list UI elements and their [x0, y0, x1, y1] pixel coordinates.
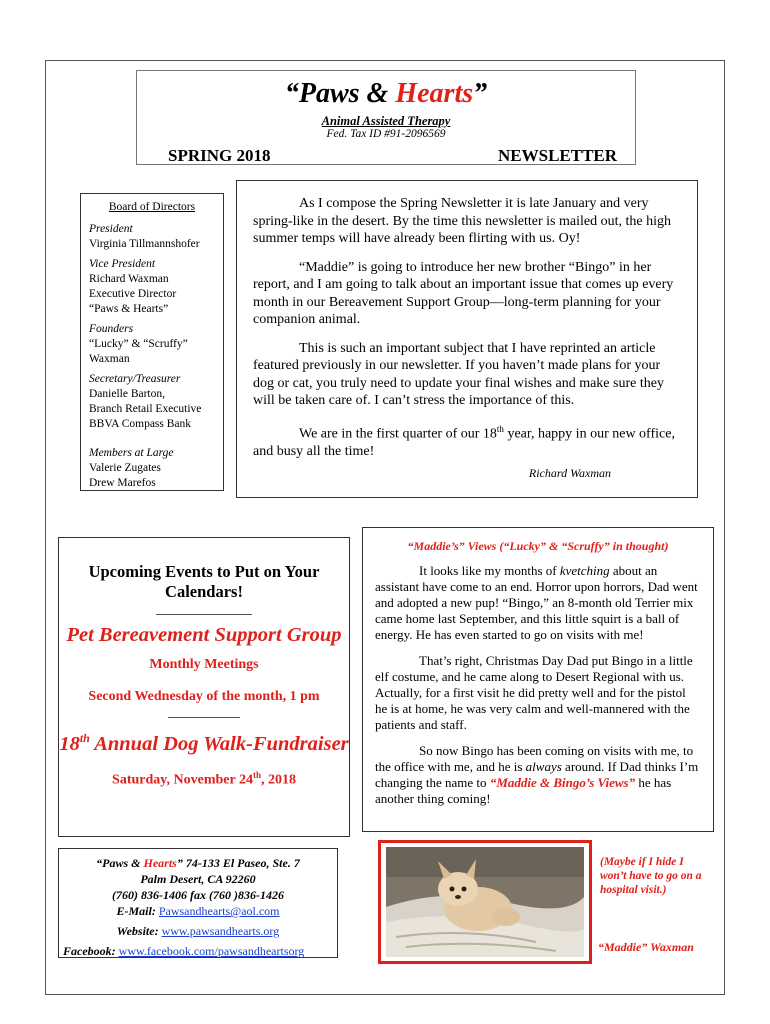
letter-paragraph: “Maddie” is going to introduce her new brother “Bingo” in her report, and I am going to talk about an important issue that comes up every month in our Bereavement Support Group—long-term planning for your companion animal. [253, 259, 674, 327]
board-group: Vice President Richard Waxman Executive Director “Paws & Hearts” [89, 258, 177, 315]
tax-id: Fed. Tax ID #91-2096569 [326, 128, 446, 140]
letter-paragraph: As I compose the Spring Newsletter it is late January and very spring-like in the desert. By the time this newsletter is mailed out, the high summer temps will have already been flirting with us. Oy! [253, 196, 671, 246]
divider [156, 614, 252, 615]
contact-address: “Paws & Hearts” 74-133 El Paseo, Ste. 7 [96, 856, 300, 870]
board-of-directors [80, 193, 224, 491]
board-group: Members at Large Valerie Zugates Drew Marefos [89, 447, 174, 489]
contact-website-row: Website: www.pawsandhearts.org [116, 924, 280, 938]
support-group-title: Pet Bereavement Support Group [66, 624, 342, 646]
views-paragraph: It looks like my months of kvetching about an assistant have come to an end. Horror upon horrors, Dad went and adopted a new pup! “Bingo,” an 8-month old Terrier mix came home last September, and this little squirt is a ball of energy. He has even started to go on visits with me! [375, 563, 698, 642]
email-link[interactable]: Pawsandhearts@aol.com [158, 904, 280, 918]
letter-paragraph: This is such an important subject that I have reprinted an article featured previously in our newsletter. If you haven’t made plans for your dog or cat, you truly need to update your final wishes and make sure they will be taken care of. I can’t stress the importance of this. [253, 340, 664, 408]
subtitle: Animal Assisted Therapy [321, 114, 451, 128]
divider [168, 717, 240, 718]
dog-photo [386, 847, 584, 957]
dog-walk-title: 18th Annual Dog Walk-Fundraiser [59, 731, 349, 755]
contact-city: Palm Desert, CA 92260 [140, 872, 256, 886]
newsletter-title: “Paws & Hearts” [284, 78, 488, 109]
events-heading: Upcoming Events to Put on Your Calendars! [88, 562, 320, 601]
board-group: Founders “Lucky” & “Scruffy” Waxman [89, 323, 188, 365]
dog-walk-date: Saturday, November 24th, 2018 [112, 769, 296, 788]
season-label: SPRING 2018 [168, 146, 271, 165]
views-paragraph: So now Bingo has been coming on visits with me, to the office with me, and he is always around. If Dad thinks I’m changing the name to “Maddie & Bingo’s Views” he has another thing coming! [375, 743, 699, 806]
board-group: President Virginia Tillmannshofer [89, 223, 200, 250]
upcoming-events [58, 537, 350, 837]
photo-caption: (Maybe if I hide I won’t have to go on a hospital visit.) [600, 856, 702, 896]
director-letter [236, 180, 698, 498]
contact-box [58, 848, 338, 958]
website-link[interactable]: www.pawsandhearts.org [161, 924, 280, 938]
letter-paragraph: We are in the first quarter of our 18th year, happy in our new office, and busy all the time! [253, 423, 675, 459]
letter-signature: Richard Waxman [528, 466, 611, 481]
board-title: Board of Directors [108, 201, 196, 213]
facebook-link[interactable]: www.facebook.com/pawsandheartsorg [118, 944, 305, 958]
maddies-views [362, 527, 714, 832]
monthly-meetings: Monthly Meetings [149, 657, 259, 672]
newsletter-label: NEWSLETTER [498, 146, 618, 165]
contact-email-row: E-Mail: Pawsandhearts@aol.com [116, 904, 280, 918]
contact-facebook-row: Facebook: www.facebook.com/pawsandheartsorg [63, 944, 305, 958]
contact-phone: (760) 836-1406 fax (760 )836-1426 [112, 888, 284, 902]
board-group: Secretary/Treasurer Danielle Barton, Branch Retail Executive BBVA Compass Bank [89, 373, 202, 430]
views-heading: “Maddie’s” Views (“Lucky” & “Scruffy” in thought) [407, 539, 669, 553]
photo-signature: “Maddie” Waxman [598, 940, 694, 954]
meeting-schedule: Second Wednesday of the month, 1 pm [88, 689, 320, 704]
views-paragraph: That’s right, Christmas Day Dad put Bingo in a little elf costume, and he came along to Desert Regional with us. Actually, for a first visit he did pretty well and for the pistol he is at home, he was very calm and well-mannered with the patients and staff. [375, 653, 693, 732]
